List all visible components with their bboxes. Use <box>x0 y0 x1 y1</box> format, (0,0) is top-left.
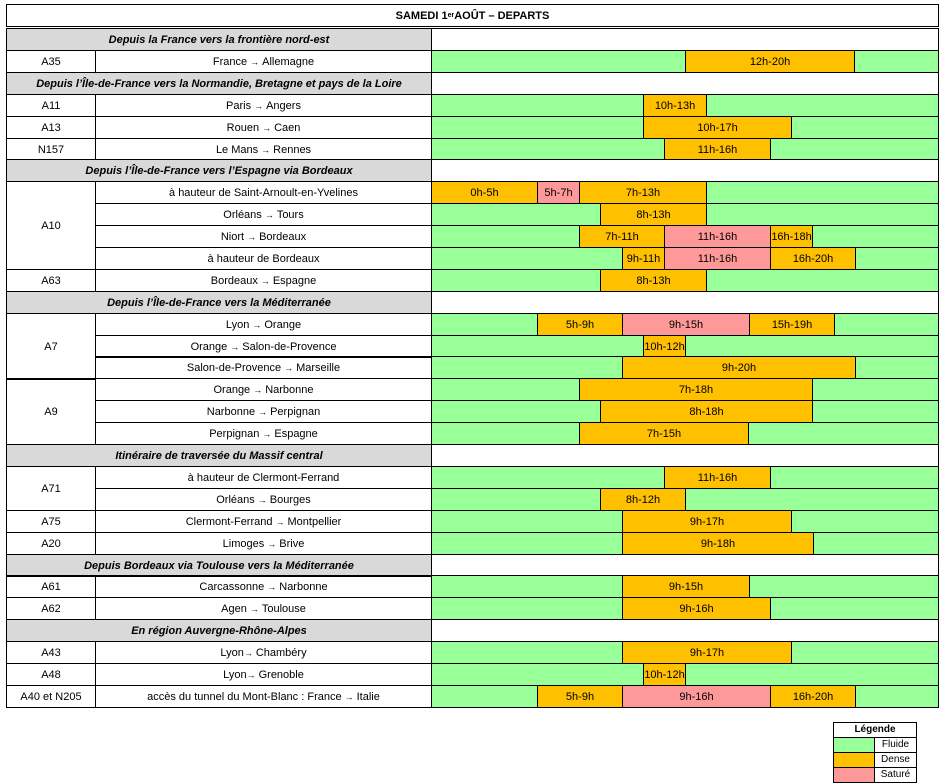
section-timeline-blank <box>431 28 939 51</box>
route-from: France <box>212 55 248 68</box>
road-code: A11 <box>6 94 96 117</box>
period-bar-dense: 5h-9h <box>537 686 623 707</box>
section-timeline-blank <box>431 72 939 95</box>
route-to: Marseille <box>296 361 341 374</box>
section-title: Depuis l’Île-de-France vers la Normandie, Bretagne et pays de la Loire <box>6 72 432 95</box>
road-code: A75 <box>6 510 96 533</box>
period-bar-dense: 16h-18h <box>770 226 813 247</box>
period-bar-dense: 9h-20h <box>622 357 856 378</box>
route-label <box>95 641 432 664</box>
route-from: Salon-de-Provence <box>186 361 282 374</box>
route-from: Lyon <box>225 318 250 331</box>
legend-label-dense: Dense <box>881 754 910 765</box>
period-bar-dense: 10h-12h <box>643 664 686 685</box>
section-title: Depuis l’Île-de-France vers la Méditerranée <box>6 291 432 314</box>
route-to: Espagne <box>274 427 318 440</box>
arrow-right-icon: → <box>261 144 271 155</box>
period-bar-dense: 8h-18h <box>600 401 813 422</box>
route-text: accès du tunnel du Mont-Blanc : France <box>147 690 342 703</box>
title-rest: AOÛT – DEPARTS <box>454 9 550 22</box>
route-from: Orange <box>190 340 228 353</box>
period-bar-dense: 9h-17h <box>622 642 792 663</box>
route-from: Orléans <box>223 208 262 221</box>
route-label <box>95 335 432 358</box>
route-label <box>95 313 432 336</box>
route-to: Brive <box>279 537 305 550</box>
period-bar-dense: 7h-11h <box>579 226 665 247</box>
route-label <box>95 663 432 686</box>
period-bar-sature: 11h-16h <box>664 226 771 247</box>
arrow-right-icon: → <box>247 231 257 242</box>
legend-item-fluide <box>833 738 917 753</box>
period-bar-dense: 9h-16h <box>622 598 771 619</box>
road-code: A62 <box>6 597 96 620</box>
period-bar-sature: 5h-7h <box>537 182 580 203</box>
arrow-right-icon: → <box>284 362 294 373</box>
route-label <box>95 356 432 379</box>
route-label <box>95 466 432 489</box>
route-to: Narbonne <box>265 383 314 396</box>
route-text: à hauteur de Bordeaux <box>207 252 320 265</box>
arrow-right-icon: → <box>253 384 263 395</box>
route-to: Perpignan <box>270 405 321 418</box>
arrow-right-icon: → <box>243 647 253 658</box>
route-label <box>95 597 432 620</box>
arrow-right-icon: → <box>264 209 274 220</box>
arrow-right-icon: → <box>246 669 256 680</box>
road-code: A13 <box>6 116 96 139</box>
route-to: Orange <box>264 318 302 331</box>
route-label <box>95 225 432 248</box>
route-from: Le Mans <box>215 143 259 156</box>
arrow-right-icon: → <box>262 122 272 133</box>
legend-item-dense <box>833 753 917 768</box>
period-bar-dense: 8h-13h <box>600 270 707 291</box>
route-label <box>95 400 432 423</box>
section-timeline-blank <box>431 619 939 642</box>
route-to: Caen <box>274 121 301 134</box>
route-to: Allemagne <box>262 55 315 68</box>
route-to: Tours <box>276 208 304 221</box>
arrow-right-icon: → <box>275 516 285 527</box>
legend-label-sature: Saturé <box>880 769 911 780</box>
legend-label-fluide: Fluide <box>881 739 910 750</box>
arrow-right-icon: → <box>267 581 277 592</box>
legend <box>833 722 917 783</box>
route-from: Orléans <box>216 493 255 506</box>
route-label <box>95 50 432 73</box>
section-title: Itinéraire de traversée du Massif central <box>6 444 432 467</box>
section-timeline-blank <box>431 159 939 182</box>
section-title: Depuis la France vers la frontière nord-est <box>6 28 432 51</box>
route-from: Carcassonne <box>199 580 265 593</box>
period-bar-dense: 8h-12h <box>600 489 686 510</box>
period-bar-dense: 9h-17h <box>622 511 792 532</box>
route-label <box>95 269 432 292</box>
period-bar-dense: 9h-11h <box>622 248 665 269</box>
section-timeline-blank <box>431 444 939 467</box>
road-code: A71 <box>6 466 96 511</box>
route-from: Rouen <box>226 121 260 134</box>
period-bar-dense: 12h-20h <box>685 51 855 72</box>
legend-swatch-sature <box>834 768 875 782</box>
road-code: A7 <box>6 313 96 380</box>
route-label <box>95 203 432 226</box>
road-code: A10 <box>6 181 96 270</box>
route-label <box>95 247 432 270</box>
arrow-right-icon: → <box>344 691 354 702</box>
title-superscript: er <box>447 12 455 19</box>
route-to: Bordeaux <box>259 230 307 243</box>
route-text: à hauteur de Saint-Arnoult-en-Yvelines <box>169 186 358 199</box>
arrow-right-icon: → <box>257 494 267 505</box>
legend-item-sature <box>833 768 917 783</box>
route-label <box>95 378 432 401</box>
period-bar-dense: 10h-17h <box>643 117 792 138</box>
route-label <box>95 685 432 708</box>
arrow-right-icon: → <box>258 406 268 417</box>
page-title <box>6 4 939 27</box>
route-from: Niort <box>220 230 245 243</box>
route-to: Toulouse <box>261 602 306 615</box>
route-from: Limoges <box>222 537 265 550</box>
period-bar-dense: 16h-20h <box>770 686 856 707</box>
route-from: Paris <box>226 99 252 112</box>
route-label <box>95 422 432 445</box>
period-bar-dense: 11h-16h <box>664 139 771 160</box>
route-to: Grenoble <box>258 668 304 681</box>
period-bar-sature: 9h-16h <box>622 686 771 707</box>
route-from: Bordeaux <box>210 274 258 287</box>
title-main: SAMEDI 1 <box>395 9 448 22</box>
legend-swatch-dense <box>834 753 875 767</box>
period-bar-dense: 7h-15h <box>579 423 749 444</box>
route-label <box>95 116 432 139</box>
route-label <box>95 575 432 598</box>
route-to: Italie <box>356 690 380 703</box>
period-bar-sature: 11h-16h <box>664 248 771 269</box>
arrow-right-icon: → <box>260 275 270 286</box>
period-bar-dense: 16h-20h <box>770 248 856 269</box>
route-from: Orange <box>213 383 251 396</box>
route-to: Chambéry <box>255 646 307 659</box>
route-label <box>95 94 432 117</box>
route-from: Narbonne <box>206 405 256 418</box>
route-from: Lyon <box>220 646 244 659</box>
section-title: Depuis l’Île-de-France vers l’Espagne via Bordeaux <box>6 159 432 182</box>
route-text: à hauteur de Clermont-Ferrand <box>187 471 340 484</box>
arrow-right-icon: → <box>250 56 260 67</box>
route-to: Narbonne <box>279 580 328 593</box>
route-label <box>95 138 432 161</box>
route-from: Clermont-Ferrand <box>185 515 273 528</box>
route-to: Espagne <box>272 274 317 287</box>
period-bar-dense: 10h-12h <box>643 336 686 357</box>
road-code: A20 <box>6 532 96 555</box>
route-label <box>95 488 432 511</box>
period-bar-dense: 7h-18h <box>579 379 813 400</box>
section-timeline-blank <box>431 291 939 314</box>
arrow-right-icon: → <box>252 319 262 330</box>
legend-swatch-fluide <box>834 738 875 752</box>
arrow-right-icon: → <box>249 603 259 614</box>
route-to: Rennes <box>273 143 312 156</box>
route-to: Angers <box>266 99 301 112</box>
route-to: Montpellier <box>287 515 342 528</box>
route-label <box>95 510 432 533</box>
period-bar-dense: 11h-16h <box>664 467 771 488</box>
period-bar-dense: 15h-19h <box>749 314 835 335</box>
route-label <box>95 532 432 555</box>
period-bar-sature: 9h-15h <box>622 314 750 335</box>
period-bar-dense: 10h-13h <box>643 95 707 116</box>
route-to: Salon-de-Provence <box>242 340 337 353</box>
section-title: En région Auvergne-Rhône-Alpes <box>6 619 432 642</box>
route-from: Perpignan <box>209 427 260 440</box>
route-from: Agen <box>221 602 247 615</box>
period-bar-dense: 8h-13h <box>600 204 707 225</box>
period-bar-dense: 9h-15h <box>622 576 750 597</box>
road-code: A35 <box>6 50 96 73</box>
section-title: Depuis Bordeaux via Toulouse vers la Méditerranée <box>6 554 432 577</box>
arrow-right-icon: → <box>230 341 240 352</box>
road-code: A61 <box>6 575 96 598</box>
period-bar-dense: 9h-18h <box>622 533 814 554</box>
arrow-right-icon: → <box>262 428 272 439</box>
arrow-right-icon: → <box>254 100 264 111</box>
road-code: A40 et N205 <box>6 685 96 708</box>
route-label <box>95 181 432 204</box>
road-code: A63 <box>6 269 96 292</box>
period-bar-dense: 0h-5h <box>431 182 538 203</box>
period-bar-dense: 5h-9h <box>537 314 623 335</box>
road-code: A43 <box>6 641 96 664</box>
section-timeline-blank <box>431 554 939 577</box>
arrow-right-icon: → <box>267 538 277 549</box>
road-code: N157 <box>6 138 96 161</box>
route-from: Lyon <box>223 668 247 681</box>
period-bar-dense: 7h-13h <box>579 182 707 203</box>
road-code: A9 <box>6 378 96 445</box>
route-to: Bourges <box>269 493 311 506</box>
road-code: A48 <box>6 663 96 686</box>
legend-title: Légende <box>833 722 917 738</box>
